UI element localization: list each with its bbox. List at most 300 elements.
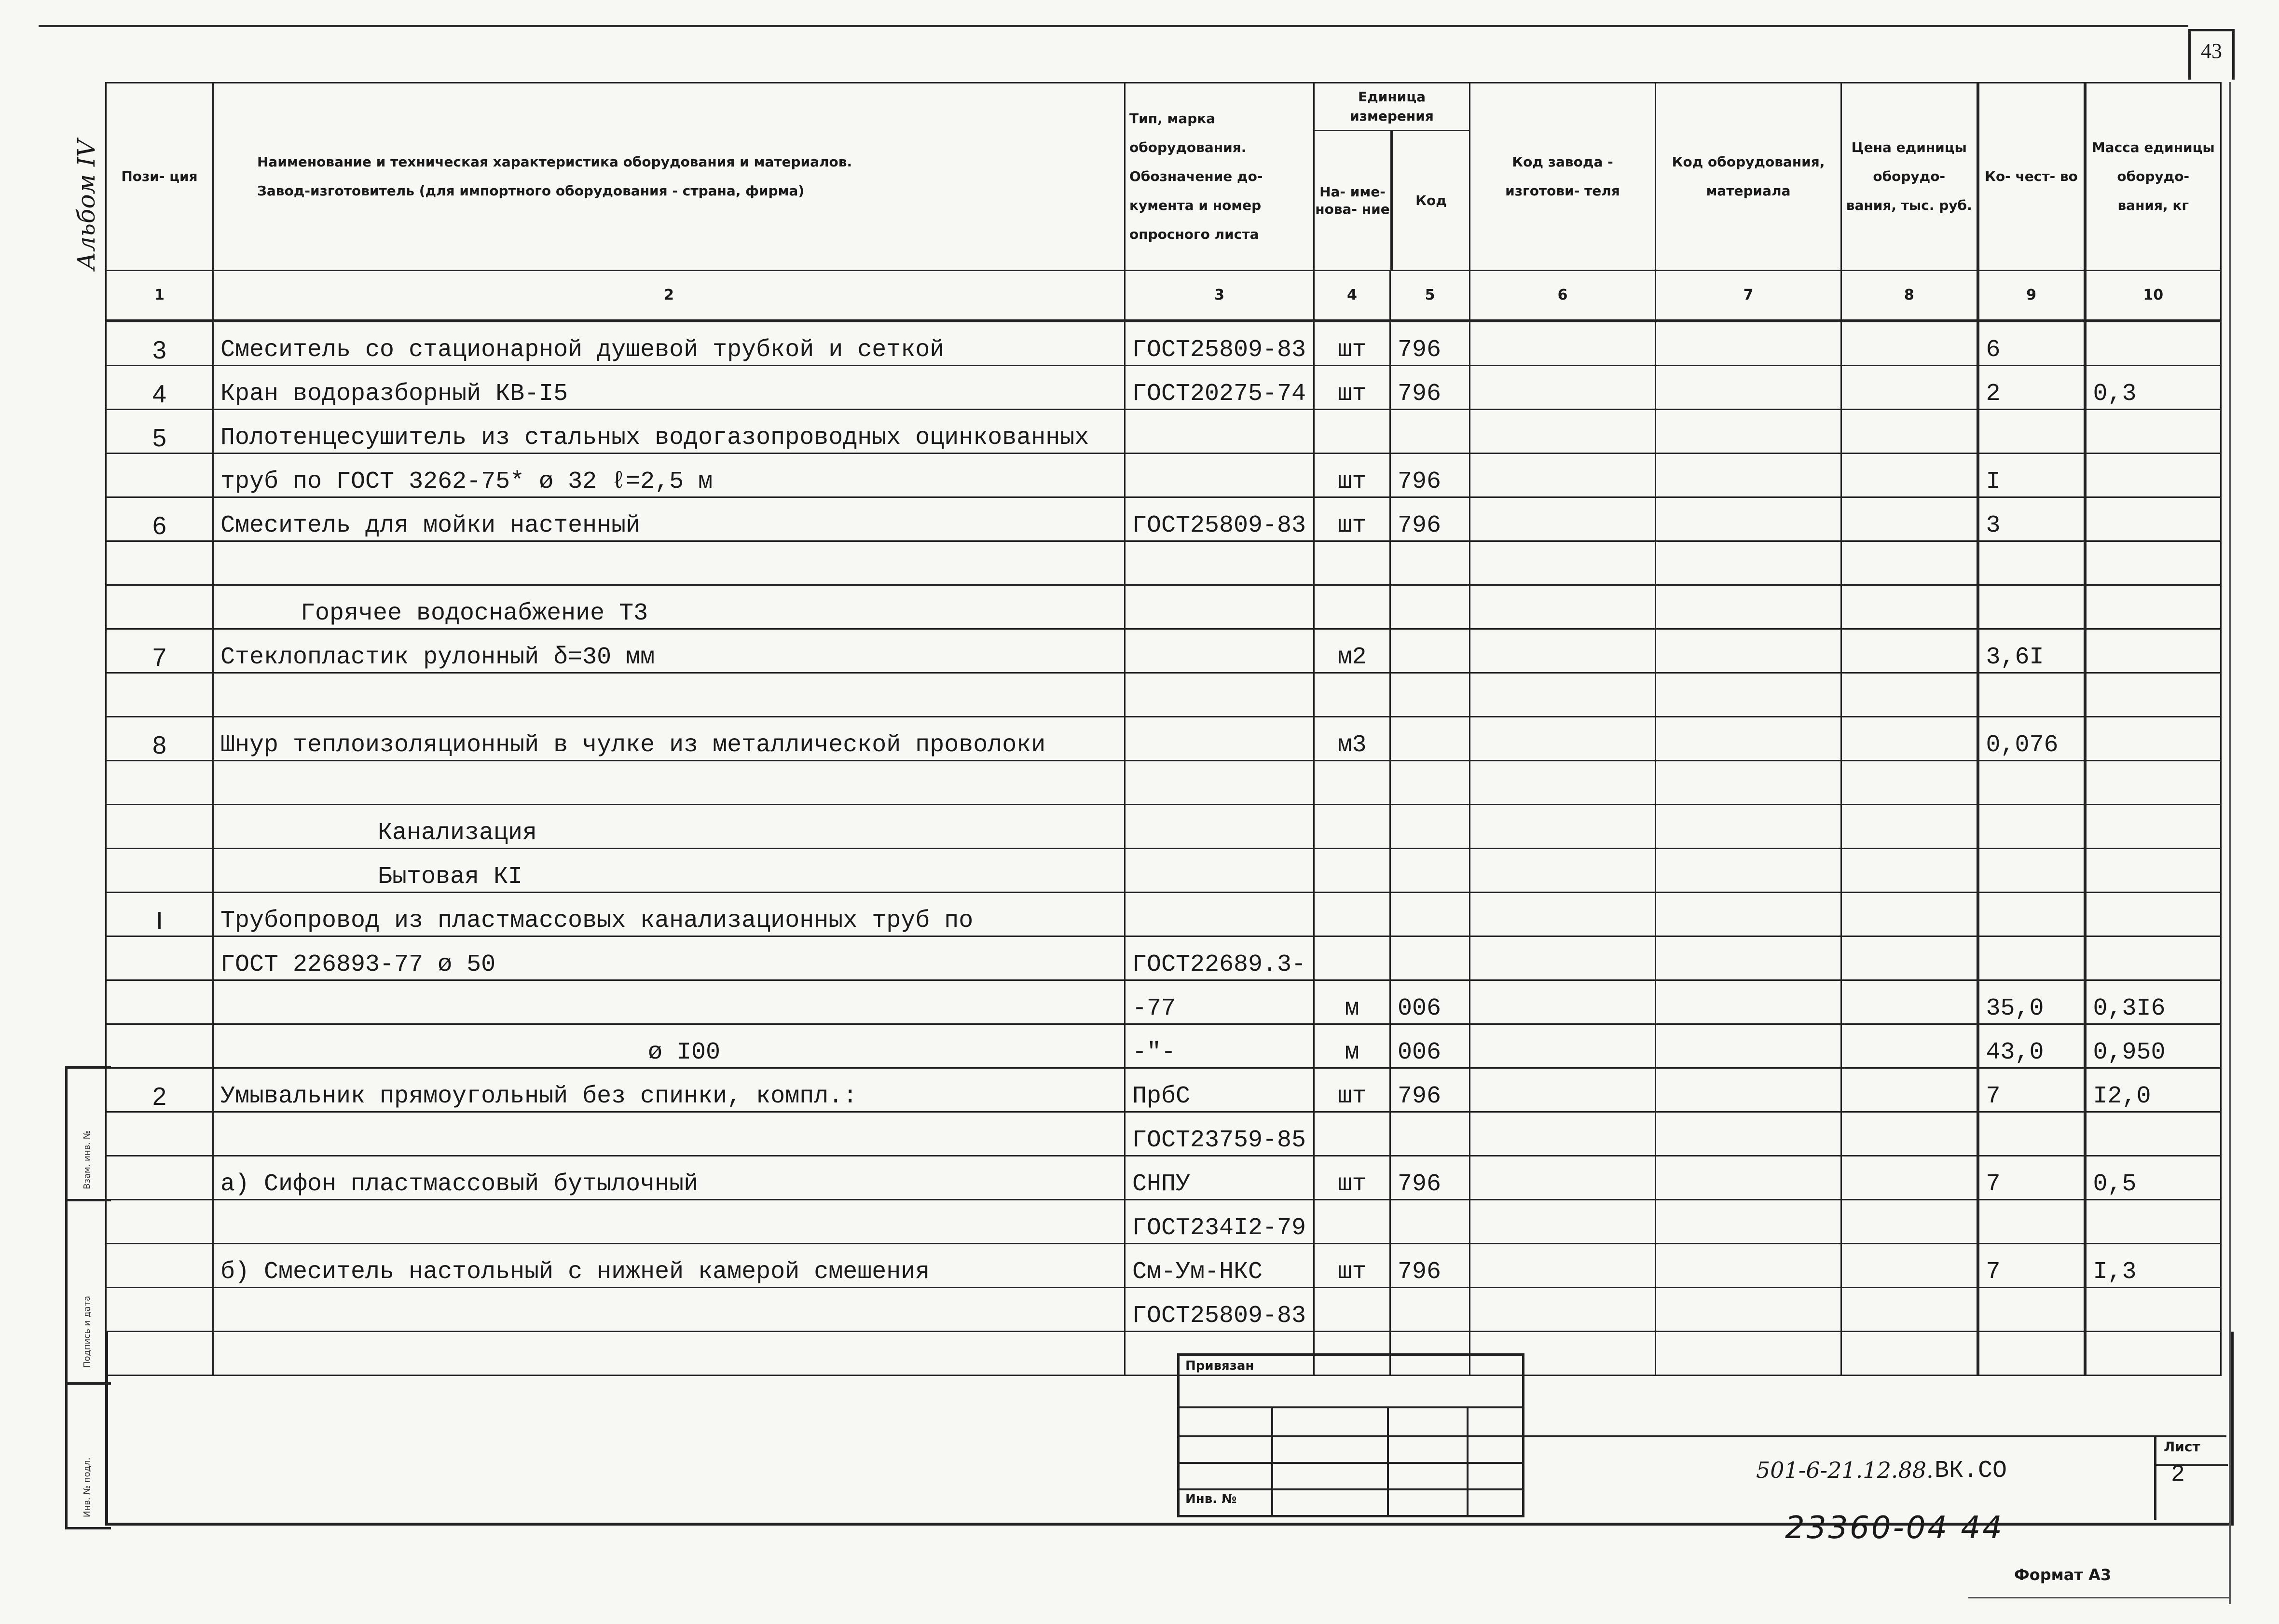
cell-mass [2085,936,2221,980]
cell-mass [2085,1200,2221,1244]
cell-name: Умывальник прямоугольный без спинки, компл.: [213,1068,1125,1112]
left-strip-inventory: Инв. № подл. [82,1457,92,1517]
header-position: Пози- ция [106,83,213,271]
header-name-line1: Наименование и техническая характеристика оборудования и материалов. [257,154,852,170]
cell-unit: шт [1314,1068,1390,1112]
cell-unit-code [1390,1288,1470,1332]
cell-equipment-code [1656,893,1841,936]
cell-name: труб по ГОСТ 3262-75* ø 32 ℓ=2,5 м [213,454,1125,497]
cell-unit-code: 796 [1390,454,1470,497]
cell-factory-code [1470,893,1656,936]
table-row [106,805,2221,849]
archive-number: 23360-04 44 [1785,1510,2004,1546]
cell-unit [1314,585,1390,629]
sheet-number: 2 [2171,1462,2185,1488]
column-number: 1 [106,271,213,321]
table-row [106,541,2221,585]
cell-unit: м [1314,1024,1390,1068]
cell-document: ГОСТ20275-74 [1125,366,1314,410]
column-number: 6 [1470,271,1656,321]
cell-equipment-code [1656,454,1841,497]
cell-quantity [1978,585,2085,629]
cell-name: Смеситель для мойки настенный [213,497,1125,541]
cell-price [1841,1024,1978,1068]
cell-price [1841,980,1978,1024]
cell-factory-code [1470,321,1656,366]
cell-name [213,1200,1125,1244]
cell-unit: м [1314,980,1390,1024]
cell-unit: шт [1314,321,1390,366]
cell-unit-code: 796 [1390,366,1470,410]
cell-document [1125,541,1314,585]
cell-unit-code [1390,541,1470,585]
cell-position: 3 [106,321,213,366]
cell-mass [2085,410,2221,454]
cell-unit-code [1390,410,1470,454]
table-row [106,366,2221,410]
table-row [106,629,2221,673]
cell-position: 2 [106,1068,213,1112]
cell-price [1841,849,1978,893]
cell-position [106,1156,213,1200]
cell-factory-code [1470,1024,1656,1068]
cell-equipment-code [1656,1068,1841,1112]
table-row [106,980,2221,1024]
cell-price [1841,321,1978,366]
cell-unit-code [1390,936,1470,980]
cell-mass [2085,717,2221,761]
cell-quantity [1978,1200,2085,1244]
cell-document: ГОСТ25809-83 [1125,1288,1314,1332]
cell-unit [1314,805,1390,849]
cell-quantity: I [1978,454,2085,497]
cell-position [106,1200,213,1244]
cell-quantity [1978,1288,2085,1332]
cell-equipment-code [1656,1156,1841,1200]
cell-price [1841,1200,1978,1244]
cell-mass: I2,0 [2085,1068,2221,1112]
cell-factory-code [1470,673,1656,717]
cell-document [1125,410,1314,454]
cell-factory-code [1470,1288,1656,1332]
cell-document: ГОСТ25809-83 [1125,497,1314,541]
table-row [106,585,2221,629]
cell-unit-code: 796 [1390,1244,1470,1288]
format-frame-bottom [1968,1597,2229,1598]
column-number-row [106,271,2221,321]
cell-equipment-code [1656,1244,1841,1288]
cell-mass: 0,950 [2085,1024,2221,1068]
cell-position [106,541,213,585]
cell-position [106,936,213,980]
cell-factory-code [1470,761,1656,805]
cell-unit-code: 006 [1390,1024,1470,1068]
cell-quantity [1978,673,2085,717]
cell-factory-code [1470,541,1656,585]
cell-document: См-Ум-НКС [1125,1244,1314,1288]
cell-quantity: 7 [1978,1156,2085,1200]
cell-equipment-code [1656,717,1841,761]
cell-position [106,585,213,629]
stamp-inventory-label: Инв. № [1185,1492,1237,1506]
cell-equipment-code [1656,936,1841,980]
cell-quantity [1978,541,2085,585]
cell-price [1841,366,1978,410]
cell-factory-code [1470,849,1656,893]
cell-unit: шт [1314,497,1390,541]
cell-name [213,1112,1125,1156]
cell-name [213,761,1125,805]
cell-equipment-code [1656,541,1841,585]
cell-unit-code [1390,717,1470,761]
top-border-line [39,25,2188,27]
cell-factory-code [1470,936,1656,980]
column-number: 5 [1390,271,1470,321]
cell-unit-code [1390,673,1470,717]
attachment-stamp [1177,1353,1524,1517]
cell-unit-code: 796 [1390,497,1470,541]
cell-price [1841,1112,1978,1156]
cell-price [1841,629,1978,673]
column-number: 4 [1314,271,1390,321]
cell-position [106,980,213,1024]
cell-quantity: 6 [1978,321,2085,366]
cell-unit-code [1390,629,1470,673]
table-row [106,673,2221,717]
table-row [106,717,2221,761]
cell-document: ГОСТ22689.3- [1125,936,1314,980]
cell-factory-code [1470,410,1656,454]
header-unit-code: Код [1415,192,1447,208]
cell-unit: шт [1314,454,1390,497]
cell-equipment-code [1656,629,1841,673]
cell-position: 4 [106,366,213,410]
cell-quantity: 7 [1978,1244,2085,1288]
cell-equipment-code [1656,410,1841,454]
cell-price [1841,454,1978,497]
cell-unit-code [1390,1112,1470,1156]
cell-price [1841,761,1978,805]
cell-price [1841,893,1978,936]
cell-unit [1314,893,1390,936]
cell-name: Трубопровод из пластмассовых канализационных труб по [213,893,1125,936]
table-row [106,1200,2221,1244]
cell-equipment-code [1656,849,1841,893]
cell-mass [2085,849,2221,893]
cell-quantity [1978,761,2085,805]
cell-equipment-code [1656,321,1841,366]
cell-equipment-code [1656,805,1841,849]
album-label: Альбом IV [72,139,100,270]
cell-factory-code [1470,1156,1656,1200]
header-type-doc: Тип, марка оборудования. Обозначение до- кумента и номер опросного листа [1125,83,1314,271]
table-row [106,1288,2221,1332]
cell-factory-code [1470,629,1656,673]
cell-unit-code: 796 [1390,321,1470,366]
column-number: 3 [1125,271,1314,321]
cell-document: ГОСТ23759-85 [1125,1112,1314,1156]
cell-factory-code [1470,585,1656,629]
cell-factory-code [1470,1068,1656,1112]
column-number: 8 [1841,271,1978,321]
cell-unit-code [1390,585,1470,629]
cell-document: -"- [1125,1024,1314,1068]
cell-position [106,761,213,805]
cell-document: ГОСТ25809-83 [1125,321,1314,366]
table-row [106,497,2221,541]
cell-document [1125,585,1314,629]
cell-factory-code [1470,454,1656,497]
cell-quantity: 3,6I [1978,629,2085,673]
table-row [106,1068,2221,1112]
cell-equipment-code [1656,497,1841,541]
format-label: Формат А3 [2014,1566,2112,1584]
cell-equipment-code [1656,1200,1841,1244]
cell-quantity: 2 [1978,366,2085,410]
column-number: 9 [1978,271,2085,321]
document-mark: ВК.СО [1935,1457,2007,1485]
bottom-frame [105,1332,2234,1526]
header-units-title: Единица измерения [1315,83,1469,131]
cell-quantity: 43,0 [1978,1024,2085,1068]
table-row [106,1112,2221,1156]
cell-document [1125,717,1314,761]
cell-quantity: 35,0 [1978,980,2085,1024]
cell-document [1125,761,1314,805]
sheet-label: Лист [2164,1439,2200,1455]
cell-mass: 0,3 [2085,366,2221,410]
column-number: 7 [1656,271,1841,321]
header-units [1314,83,1470,271]
document-code: 501-6-21.12.88. [1756,1457,1934,1483]
cell-mass [2085,454,2221,497]
cell-equipment-code [1656,1288,1841,1332]
cell-unit-code: 796 [1390,1156,1470,1200]
cell-position [106,1244,213,1288]
cell-document [1125,893,1314,936]
table-header-row [106,83,2221,271]
cell-name [213,1288,1125,1332]
specification-table [105,82,2222,1376]
cell-price [1841,410,1978,454]
cell-name: Горячее водоснабжение Т3 [213,585,1125,629]
cell-price [1841,1288,1978,1332]
cell-position [106,1024,213,1068]
title-block-rule [1520,1435,2226,1437]
header-factory-code: Код завода - изготови- теля [1470,83,1656,271]
cell-unit: шт [1314,366,1390,410]
table-row [106,1156,2221,1200]
cell-name: Стеклопластик рулонный δ=30 мм [213,629,1125,673]
cell-quantity [1978,805,2085,849]
table-row [106,454,2221,497]
cell-name: Бытовая КI [213,849,1125,893]
table-row [106,1024,2221,1068]
cell-price [1841,805,1978,849]
cell-name: Шнур теплоизоляционный в чулке из металлической проволоки [213,717,1125,761]
cell-mass [2085,761,2221,805]
cell-name [213,980,1125,1024]
cell-position: 5 [106,410,213,454]
cell-equipment-code [1656,980,1841,1024]
table-row [106,321,2221,366]
table-body [106,321,2221,1376]
cell-document: СНПУ [1125,1156,1314,1200]
table-row [106,410,2221,454]
cell-equipment-code [1656,761,1841,805]
cell-unit [1314,849,1390,893]
cell-factory-code [1470,497,1656,541]
cell-unit-code [1390,805,1470,849]
cell-position: 8 [106,717,213,761]
cell-mass [2085,1288,2221,1332]
cell-factory-code [1470,717,1656,761]
cell-unit [1314,761,1390,805]
cell-position: 6 [106,497,213,541]
format-frame-line [2229,82,2231,1604]
cell-price [1841,673,1978,717]
cell-name: а) Сифон пластмассовый бутылочный [213,1156,1125,1200]
table-row [106,761,2221,805]
cell-name: Смеситель со стационарной душевой трубкой и сеткой [213,321,1125,366]
cell-unit-code [1390,893,1470,936]
header-name [213,83,1125,271]
cell-name: Полотенцесушитель из стальных водогазопроводных оцинкованных [213,410,1125,454]
cell-position [106,1112,213,1156]
cell-unit-code [1390,761,1470,805]
cell-document [1125,805,1314,849]
cell-price [1841,585,1978,629]
cell-name: Кран водоразборный КВ-I5 [213,366,1125,410]
header-equipment-code: Код оборудования, материала [1656,83,1841,271]
cell-unit [1314,673,1390,717]
header-mass: Масса единицы оборудо- вания, кг [2085,83,2221,271]
cell-price [1841,1156,1978,1200]
cell-mass [2085,805,2221,849]
cell-factory-code [1470,805,1656,849]
cell-position: I [106,893,213,936]
table-row [106,849,2221,893]
cell-document: ПрбС [1125,1068,1314,1112]
cell-unit-code: 006 [1390,980,1470,1024]
cell-unit: м2 [1314,629,1390,673]
header-quantity: Ко- чест- во [1978,83,2085,271]
cell-factory-code [1470,980,1656,1024]
cell-document [1125,629,1314,673]
cell-position [106,673,213,717]
cell-position: 7 [106,629,213,673]
cell-unit: шт [1314,1156,1390,1200]
cell-mass [2085,629,2221,673]
cell-unit: шт [1314,1244,1390,1288]
cell-mass [2085,585,2221,629]
cell-factory-code [1470,1200,1656,1244]
cell-unit [1314,410,1390,454]
cell-quantity: 7 [1978,1068,2085,1112]
cell-quantity: 3 [1978,497,2085,541]
header-price: Цена единицы оборудо- вания, тыс. руб. [1841,83,1978,271]
cell-mass [2085,541,2221,585]
cell-price [1841,717,1978,761]
cell-quantity: 0,076 [1978,717,2085,761]
left-strip-replacement: Взам. инв. № [82,1130,92,1189]
cell-price [1841,497,1978,541]
cell-unit: м3 [1314,717,1390,761]
cell-name [213,541,1125,585]
cell-document: ГОСТ234I2-79 [1125,1200,1314,1244]
cell-quantity [1978,849,2085,893]
cell-document: -77 [1125,980,1314,1024]
cell-unit-code [1390,849,1470,893]
cell-unit-code [1390,1200,1470,1244]
cell-unit [1314,936,1390,980]
table-row [106,936,2221,980]
cell-factory-code [1470,1244,1656,1288]
cell-quantity [1978,893,2085,936]
cell-quantity [1978,936,2085,980]
cell-unit [1314,541,1390,585]
cell-quantity [1978,410,2085,454]
cell-name [213,673,1125,717]
cell-position [106,849,213,893]
cell-mass [2085,321,2221,366]
cell-equipment-code [1656,673,1841,717]
cell-unit [1314,1288,1390,1332]
cell-equipment-code [1656,585,1841,629]
cell-mass: I,3 [2085,1244,2221,1288]
cell-name: Канализация [213,805,1125,849]
cell-document [1125,673,1314,717]
cell-unit [1314,1200,1390,1244]
table-row [106,893,2221,936]
column-number: 2 [213,271,1125,321]
header-name-line2: Завод-изготовитель (для импортного оборудования - страна, фирма) [257,183,805,199]
cell-mass [2085,893,2221,936]
cell-name: ГОСТ 226893-77 ø 50 [213,936,1125,980]
left-strip-signature: Подпись и дата [82,1295,92,1368]
cell-position [106,805,213,849]
cell-price [1841,541,1978,585]
page-number: 43 [2201,39,2222,63]
cell-price [1841,936,1978,980]
cell-name: б) Смеситель настольный с нижней камерой смешения [213,1244,1125,1288]
cell-unit [1314,1112,1390,1156]
cell-equipment-code [1656,366,1841,410]
cell-factory-code [1470,1112,1656,1156]
table-row [106,1244,2221,1288]
cell-unit-code: 796 [1390,1068,1470,1112]
cell-document [1125,849,1314,893]
cell-name: ø I00 [213,1024,1125,1068]
header-unit-name: На- име- нова- ние [1315,131,1393,270]
stamp-attached-label: Привязан [1185,1359,1254,1373]
cell-position [106,454,213,497]
cell-equipment-code [1656,1024,1841,1068]
cell-document [1125,454,1314,497]
cell-price [1841,1244,1978,1288]
cell-quantity [1978,1112,2085,1156]
column-number: 10 [2085,271,2221,321]
cell-equipment-code [1656,1112,1841,1156]
cell-mass [2085,1112,2221,1156]
cell-position [106,1288,213,1332]
left-stamp-strip [65,1066,111,1529]
cell-price [1841,1068,1978,1112]
cell-mass: 0,3I6 [2085,980,2221,1024]
cell-factory-code [1470,366,1656,410]
cell-mass [2085,673,2221,717]
cell-mass [2085,497,2221,541]
